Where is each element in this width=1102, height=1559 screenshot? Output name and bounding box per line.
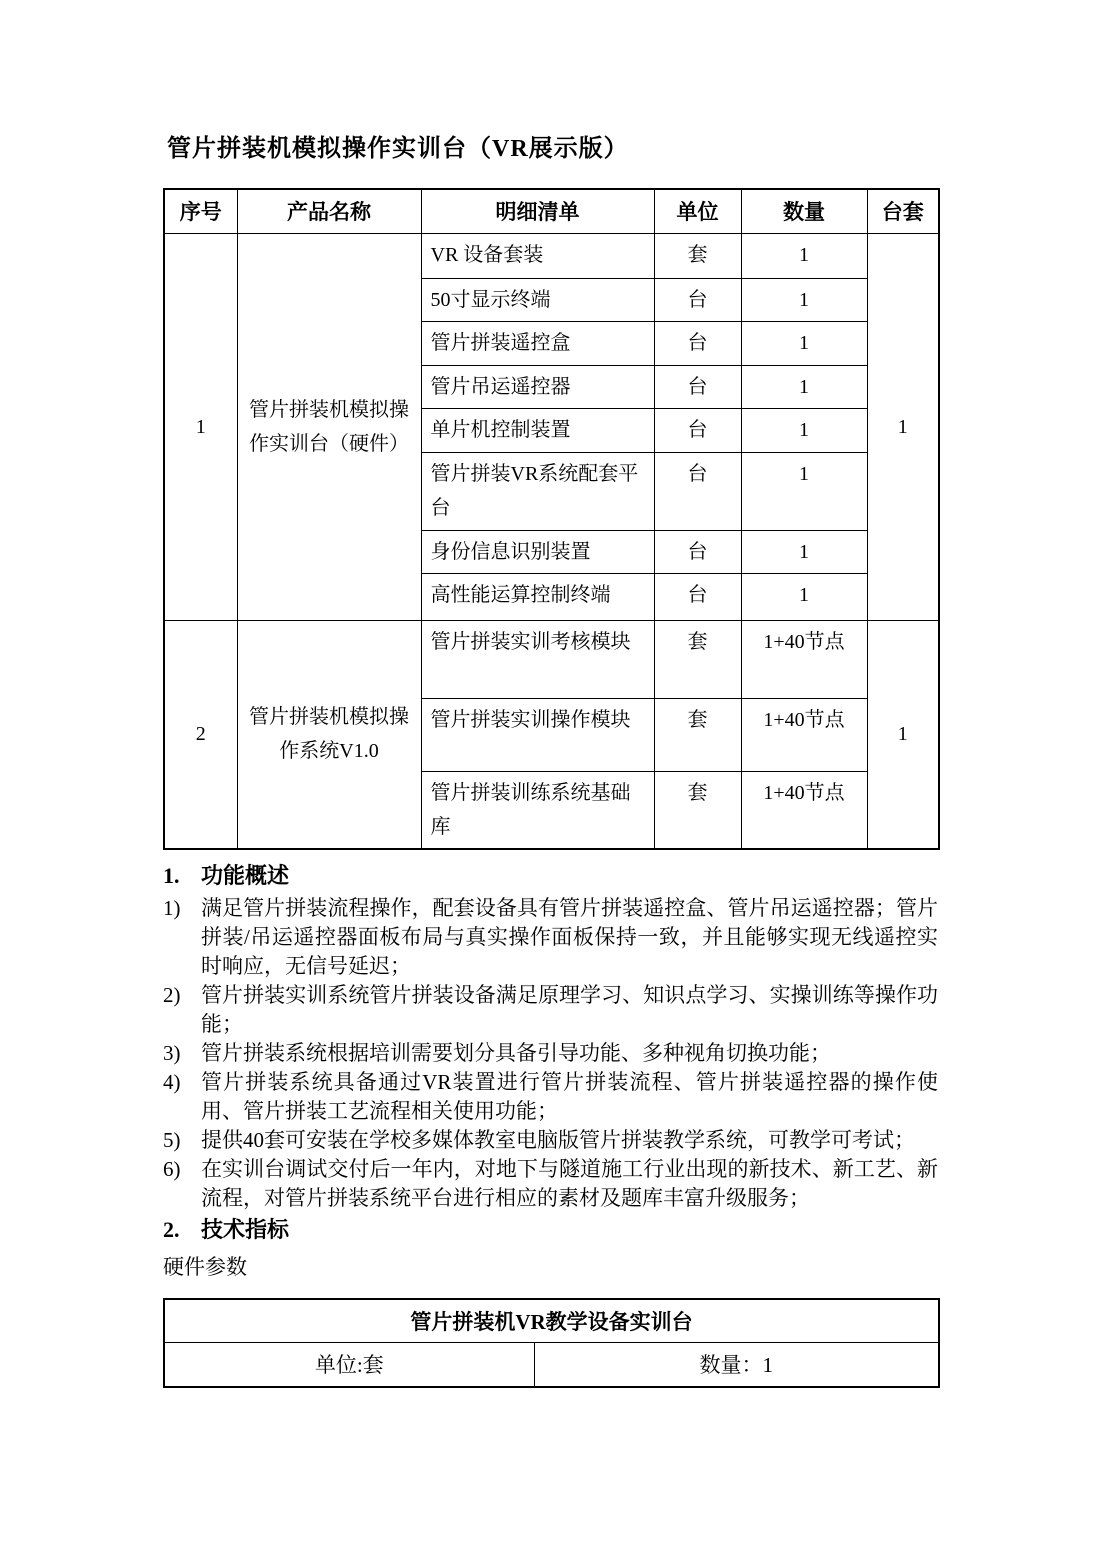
- list-item-number: 2): [163, 982, 181, 1007]
- list-item: [163, 1039, 938, 1068]
- product-name-cell: 管片拼装机模拟操作系统V1.0: [237, 620, 421, 849]
- document-title: 管片拼装机模拟操作实训台（VR展示版）: [167, 136, 629, 162]
- unit-cell: 台: [654, 321, 741, 365]
- spec-qty-cell: 数量：1: [534, 1343, 939, 1387]
- list-item-number: 6): [163, 1156, 181, 1181]
- table-header-row: [164, 189, 939, 233]
- list-item-number: 1): [163, 895, 181, 920]
- section-label: 功能概述: [201, 862, 290, 888]
- quantity-cell: 1+40节点: [741, 771, 867, 849]
- spec-unit-cell: 单位:套: [164, 1343, 534, 1387]
- product-index-cell: 2: [164, 620, 237, 849]
- feature-list: [163, 894, 938, 1213]
- section-number: 1.: [163, 862, 180, 888]
- quantity-cell: 1: [741, 233, 867, 278]
- section-label: 技术指标: [201, 1216, 290, 1242]
- list-item-text: 管片拼装系统根据培训需要划分具备引导功能、多种视角切换功能；: [201, 1040, 831, 1065]
- column-header-set: 台套: [867, 189, 939, 233]
- table-row: [164, 1343, 939, 1387]
- list-item-text: 管片拼装系统具备通过VR装置进行管片拼装流程、管片拼装遥控器的操作使用、管片拼装工艺流程相关使用功能；: [201, 1069, 938, 1123]
- section-number: 2.: [163, 1216, 180, 1242]
- list-item: [163, 1068, 938, 1126]
- quantity-cell: 1: [741, 408, 867, 452]
- unit-cell: 套: [654, 233, 741, 278]
- item-name-cell: 管片拼装实训操作模块: [421, 698, 654, 771]
- list-item-number: 3): [163, 1040, 181, 1065]
- list-item-number: 4): [163, 1069, 181, 1094]
- column-header-quantity: 数量: [741, 189, 867, 233]
- quantity-cell: 1+40节点: [741, 620, 867, 698]
- product-name-cell: 管片拼装机模拟操作实训台（硬件）: [237, 233, 421, 620]
- quantity-cell: 1: [741, 278, 867, 321]
- unit-cell: 台: [654, 365, 741, 408]
- column-header-unit: 单位: [654, 189, 741, 233]
- item-name-cell: 管片拼装实训考核模块: [421, 620, 654, 698]
- equipment-table: [163, 188, 940, 850]
- list-item: [163, 1126, 938, 1155]
- item-name-cell: 管片吊运遥控器: [421, 365, 654, 408]
- unit-cell: 台: [654, 573, 741, 620]
- column-header-index: 序号: [164, 189, 237, 233]
- quantity-cell: 1: [741, 321, 867, 365]
- quantity-cell: 1: [741, 452, 867, 530]
- quantity-cell: 1: [741, 530, 867, 573]
- column-header-detail-list: 明细清单: [421, 189, 654, 233]
- hardware-params-label: 硬件参数: [163, 1254, 247, 1279]
- column-header-product-name: 产品名称: [237, 189, 421, 233]
- item-name-cell: 管片拼装训练系统基础库: [421, 771, 654, 849]
- quantity-cell: 1: [741, 573, 867, 620]
- list-item-text: 在实训台调试交付后一年内，对地下与隧道施工行业出现的新技术、新工艺、新流程，对管片拼装系统平台进行相应的素材及题库丰富升级服务；: [201, 1156, 938, 1210]
- product-index-cell: 1: [164, 233, 237, 620]
- unit-cell: 台: [654, 452, 741, 530]
- list-item: [163, 1155, 938, 1213]
- list-item-number: 5): [163, 1127, 181, 1152]
- spec-table-title-row: [164, 1299, 939, 1343]
- set-count-cell: 1: [867, 620, 939, 849]
- item-name-cell: 高性能运算控制终端: [421, 573, 654, 620]
- quantity-cell: 1: [741, 365, 867, 408]
- item-name-cell: VR 设备套装: [421, 233, 654, 278]
- unit-cell: 台: [654, 530, 741, 573]
- spec-table-title: 管片拼装机VR教学设备实训台: [164, 1299, 939, 1343]
- list-item: [163, 981, 938, 1039]
- unit-cell: 台: [654, 408, 741, 452]
- item-name-cell: 身份信息识别装置: [421, 530, 654, 573]
- unit-cell: 套: [654, 698, 741, 771]
- unit-cell: 套: [654, 771, 741, 849]
- list-item-text: 提供40套可安装在学校多媒体教室电脑版管片拼装教学系统，可教学可考试；: [201, 1127, 915, 1152]
- list-item-text: 管片拼装实训系统管片拼装设备满足原理学习、知识点学习、实操训练等操作功能；: [201, 982, 938, 1036]
- item-name-cell: 管片拼装遥控盒: [421, 321, 654, 365]
- list-item: [163, 894, 938, 981]
- quantity-cell: 1+40节点: [741, 698, 867, 771]
- spec-table: [163, 1298, 940, 1388]
- unit-cell: 套: [654, 620, 741, 698]
- set-count-cell: 1: [867, 233, 939, 620]
- item-name-cell: 单片机控制装置: [421, 408, 654, 452]
- item-name-cell: 管片拼装VR系统配套平台: [421, 452, 654, 530]
- list-item-text: 满足管片拼装流程操作，配套设备具有管片拼装遥控盒、管片吊运遥控器；管片拼装/吊运遥控器面板布局与真实操作面板保持一致，并且能够实现无线遥控实时响应，无信号延迟；: [201, 895, 938, 978]
- table-row: [164, 620, 939, 698]
- table-row: [164, 233, 939, 278]
- unit-cell: 台: [654, 278, 741, 321]
- section-heading-features: [163, 861, 938, 891]
- item-name-cell: 50寸显示终端: [421, 278, 654, 321]
- section-heading-specs: [163, 1215, 938, 1245]
